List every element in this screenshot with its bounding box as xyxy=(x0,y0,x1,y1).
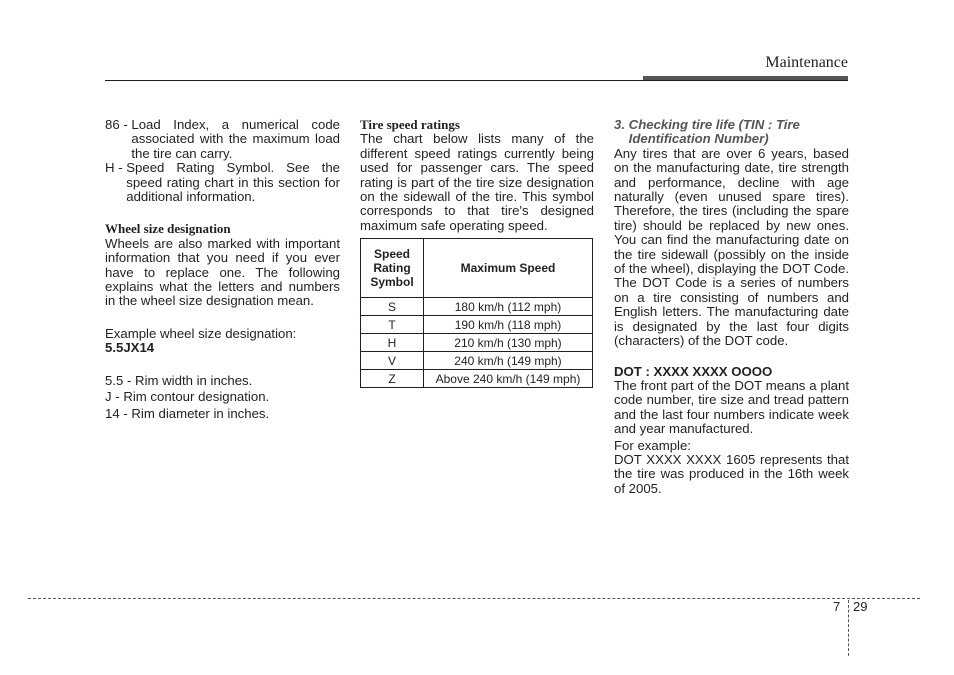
table-cell: 180 km/h (112 mph) xyxy=(424,298,593,316)
tin-heading-text: Checking tire life (TIN : Tire Identification Number) xyxy=(628,117,800,147)
table-row xyxy=(361,298,593,316)
speed-paragraph: The chart below lists many of the different speed ratings currently being used for passenger cars. The speed rating is part of the tire size designation on the sidewall of the tire. This symbol corresponds to that tire's designed maximum safe operating speed. xyxy=(360,131,594,233)
speed-table xyxy=(360,238,593,388)
table-cell: S xyxy=(361,298,424,316)
table-cell: 240 km/h (149 mph) xyxy=(424,352,593,370)
speed-heading: Tire speed ratings xyxy=(360,117,460,132)
table-cell: H xyxy=(361,334,424,352)
table-row xyxy=(361,370,593,388)
footer-rule xyxy=(28,598,920,599)
list-item xyxy=(105,118,340,161)
example-value: 5.5JX14 xyxy=(105,340,155,356)
tin-heading-num: 3. xyxy=(614,117,629,132)
table-cell: 190 km/h (118 mph) xyxy=(424,316,593,334)
example-paragraph: DOT XXXX XXXX 1605 represents that the tire was produced in the 16th week of 2005. xyxy=(614,451,849,496)
wheel-heading: Wheel size designation xyxy=(105,221,231,237)
list-item xyxy=(105,161,340,204)
table-cell: T xyxy=(361,316,424,334)
spacer xyxy=(614,349,849,365)
table-row xyxy=(361,352,593,370)
spacer xyxy=(105,204,340,222)
example-label: For example: xyxy=(614,437,691,453)
rim-line: J - Rim contour designation. xyxy=(105,389,270,405)
table-header-row xyxy=(361,239,593,298)
table-row xyxy=(361,316,593,334)
wheel-paragraph: Wheels are also marked with important information that you need if you ever have to replace one. The following explains what the letters and numbers in the wheel size designation mean. xyxy=(105,235,340,309)
column-right xyxy=(614,118,849,496)
table-cell: Z xyxy=(361,370,424,388)
item-text: Speed Rating Symbol. See the speed rating chart in this section for additional information. xyxy=(126,160,340,205)
table-row xyxy=(361,334,593,352)
example-label: Example wheel size designation: xyxy=(105,325,297,341)
table-cell: 210 km/h (130 mph) xyxy=(424,334,593,352)
table-cell: Above 240 km/h (149 mph) xyxy=(424,370,593,388)
tin-heading xyxy=(614,118,849,147)
item-key: H - xyxy=(105,160,127,176)
column-left xyxy=(105,118,340,421)
chapter-number: 7 xyxy=(833,599,841,614)
spacer xyxy=(105,309,340,327)
rim-line: 5.5 - Rim width in inches. xyxy=(105,372,253,388)
footer-divider xyxy=(848,600,849,656)
tin-paragraph: Any tires that are over 6 years, based on the manufacturing date, tire strength and performance, decline with age naturally (even unused spare tires). Therefore, the tires (including the spare tire) should be replaced by new ones. You can find the manufacturing date on the tire sidewall (possibly on the inside of the wheel), displaying the DOT Code. The DOT Code is a series of numbers on a tire consisting of numbers and English letters. The manufacturing date is designated by the last four digits (characters) of the DOT code. xyxy=(614,145,849,349)
spacer xyxy=(105,356,340,374)
section-title: Maintenance xyxy=(765,54,848,71)
dot-paragraph: The front part of the DOT means a plant code number, tire size and tread pattern and the last four numbers indicate week and year manufactured. xyxy=(614,377,849,437)
page-number: 29 xyxy=(853,599,868,614)
header-cell: Maximum Speed xyxy=(424,239,593,298)
table-cell: V xyxy=(361,352,424,370)
column-middle xyxy=(360,118,594,388)
item-text: Load Index, a numerical code associated with the maximum load the tire can carry. xyxy=(131,117,340,161)
header-cell: Speed Rating Symbol xyxy=(361,239,424,298)
dot-heading: DOT : XXXX XXXX OOOO xyxy=(614,363,773,379)
rim-line: 14 - Rim diameter in inches. xyxy=(105,405,270,421)
header-rule xyxy=(105,80,848,81)
item-key: 86 - xyxy=(105,117,132,132)
